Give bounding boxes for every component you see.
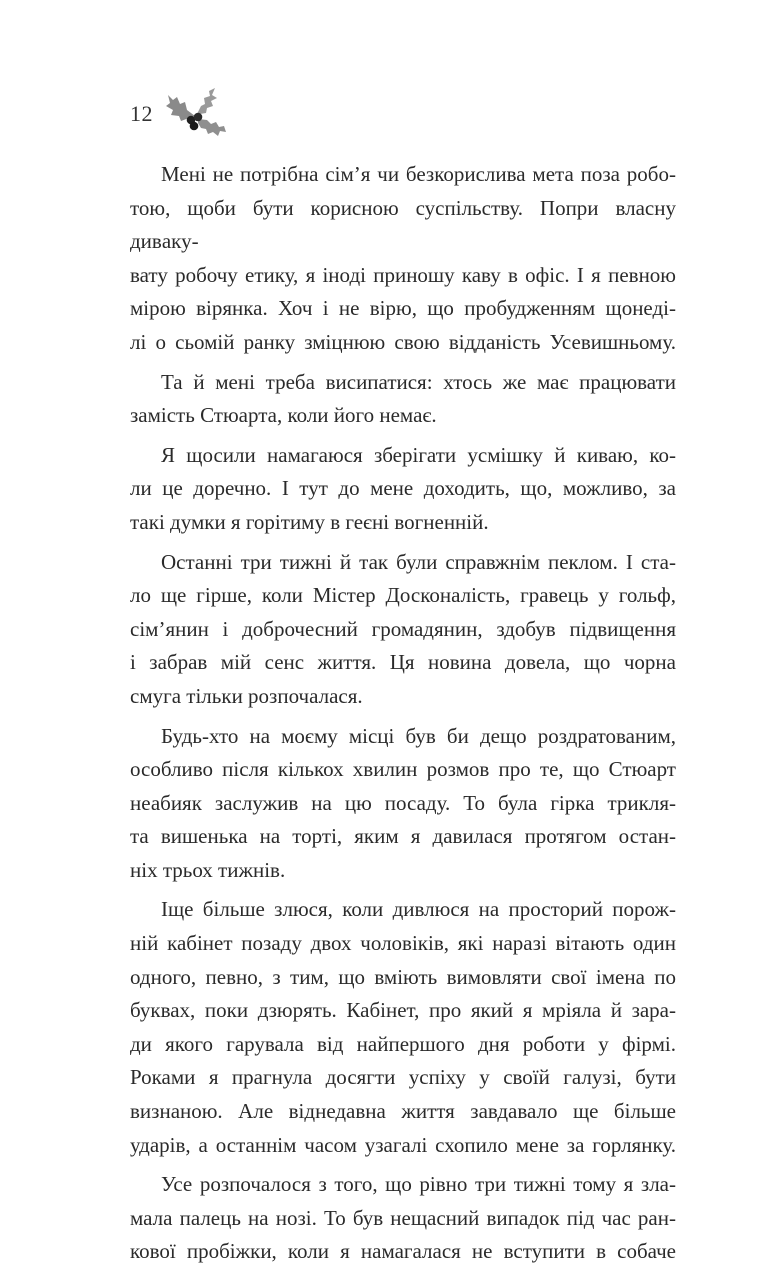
text-line: ній кабінет позаду двох чоловіків, які наразі вітають один [130, 931, 676, 956]
text-line: Будь-хто на моєму місці був би дещо роздратованим, [161, 723, 676, 748]
paragraph [130, 158, 676, 360]
text-line: Мені не потрібна сім’я чи безкорислива мета поза робо- [161, 162, 676, 186]
text-line: такі думки я горітиму в геєні вогненній. [130, 509, 489, 534]
paragraph [130, 1168, 676, 1269]
text-line: смуга тільки розпочалася. [130, 683, 363, 708]
text-line: Та й мені треба висипатися: хтось же має працювати [161, 369, 676, 394]
text-line: визнаною. Але віднедавна життя завдавало ще більше [130, 1099, 676, 1124]
text-line: ніх трьох тижнів. [130, 857, 286, 882]
holly-icon [165, 86, 227, 138]
text-line: одного, певно, з тим, що вміють вимовляти свої імена по [130, 964, 676, 989]
page-number: 12 [130, 101, 153, 126]
text-line: ударів, а останнім часом узагалі схопило мене за горлянку. [130, 1132, 676, 1157]
text-line: неабияк заслужив на цю посаду. То була гірка трикля- [130, 790, 676, 815]
text-line: та вишенька на торті, яким я давилася протягом остан- [130, 824, 676, 849]
text-line: лі о сьомій ранку зміцнюю свою відданість Усевишньому. [130, 329, 676, 354]
paragraph [130, 439, 676, 540]
text-line: ли це доречно. І тут до мене доходить, що, можливо, за [130, 476, 676, 501]
text-line: і забрав мій сенс життя. Ця новина довела, що чорна [130, 650, 676, 675]
text-line: замість Стюарта, коли його немає. [130, 403, 437, 428]
text-line: Усе розпочалося з того, що рівно три тижні тому я зла- [161, 1172, 676, 1197]
text-line: буквах, поки дзюрять. Кабінет, про який я мріяла й зара- [130, 998, 676, 1023]
page-header [130, 82, 227, 142]
paragraph [130, 720, 676, 888]
text-line: мірою вірянка. Хоч і не вірю, що пробудженням щонеді- [130, 296, 676, 321]
text-line: ди якого гарувала від найпершого дня роботи у фірмі. [130, 1031, 676, 1056]
text-line: Іще більше злюся, коли дивлюся на просторий порож- [161, 897, 676, 922]
text-line: особливо після кількох хвилин розмов про те, що Стюарт [130, 757, 676, 782]
text-line: кової пробіжки, коли я намагалася не вступити в собаче [130, 1239, 676, 1264]
paragraph [130, 546, 676, 714]
paragraph [130, 366, 676, 433]
text-line: ло ще гірше, коли Містер Досконалість, гравець у гольф, [130, 583, 676, 608]
text-line: тою, щоби бути корисною суспільству. Попри власну дивaку- [130, 195, 676, 254]
text-line: мала палець на нозі. То був нещасний випадок під час ран- [130, 1205, 676, 1230]
text-line: сім’янин і доброчесний громадянин, здобув підвищення [130, 616, 676, 641]
text-body [130, 158, 676, 1275]
text-line: Я щосили намагаюся зберігати усмішку й киваю, ко- [161, 442, 676, 467]
text-line: Останні три тижні й так були справжнім пеклом. І ста- [161, 549, 676, 574]
text-line: вату робочу етику, я іноді приношу каву в офіс. І я певною [130, 262, 676, 287]
paragraph [130, 893, 676, 1162]
text-line: Роками я прагнула досягти успіху у своїй галузі, бути [130, 1065, 676, 1090]
